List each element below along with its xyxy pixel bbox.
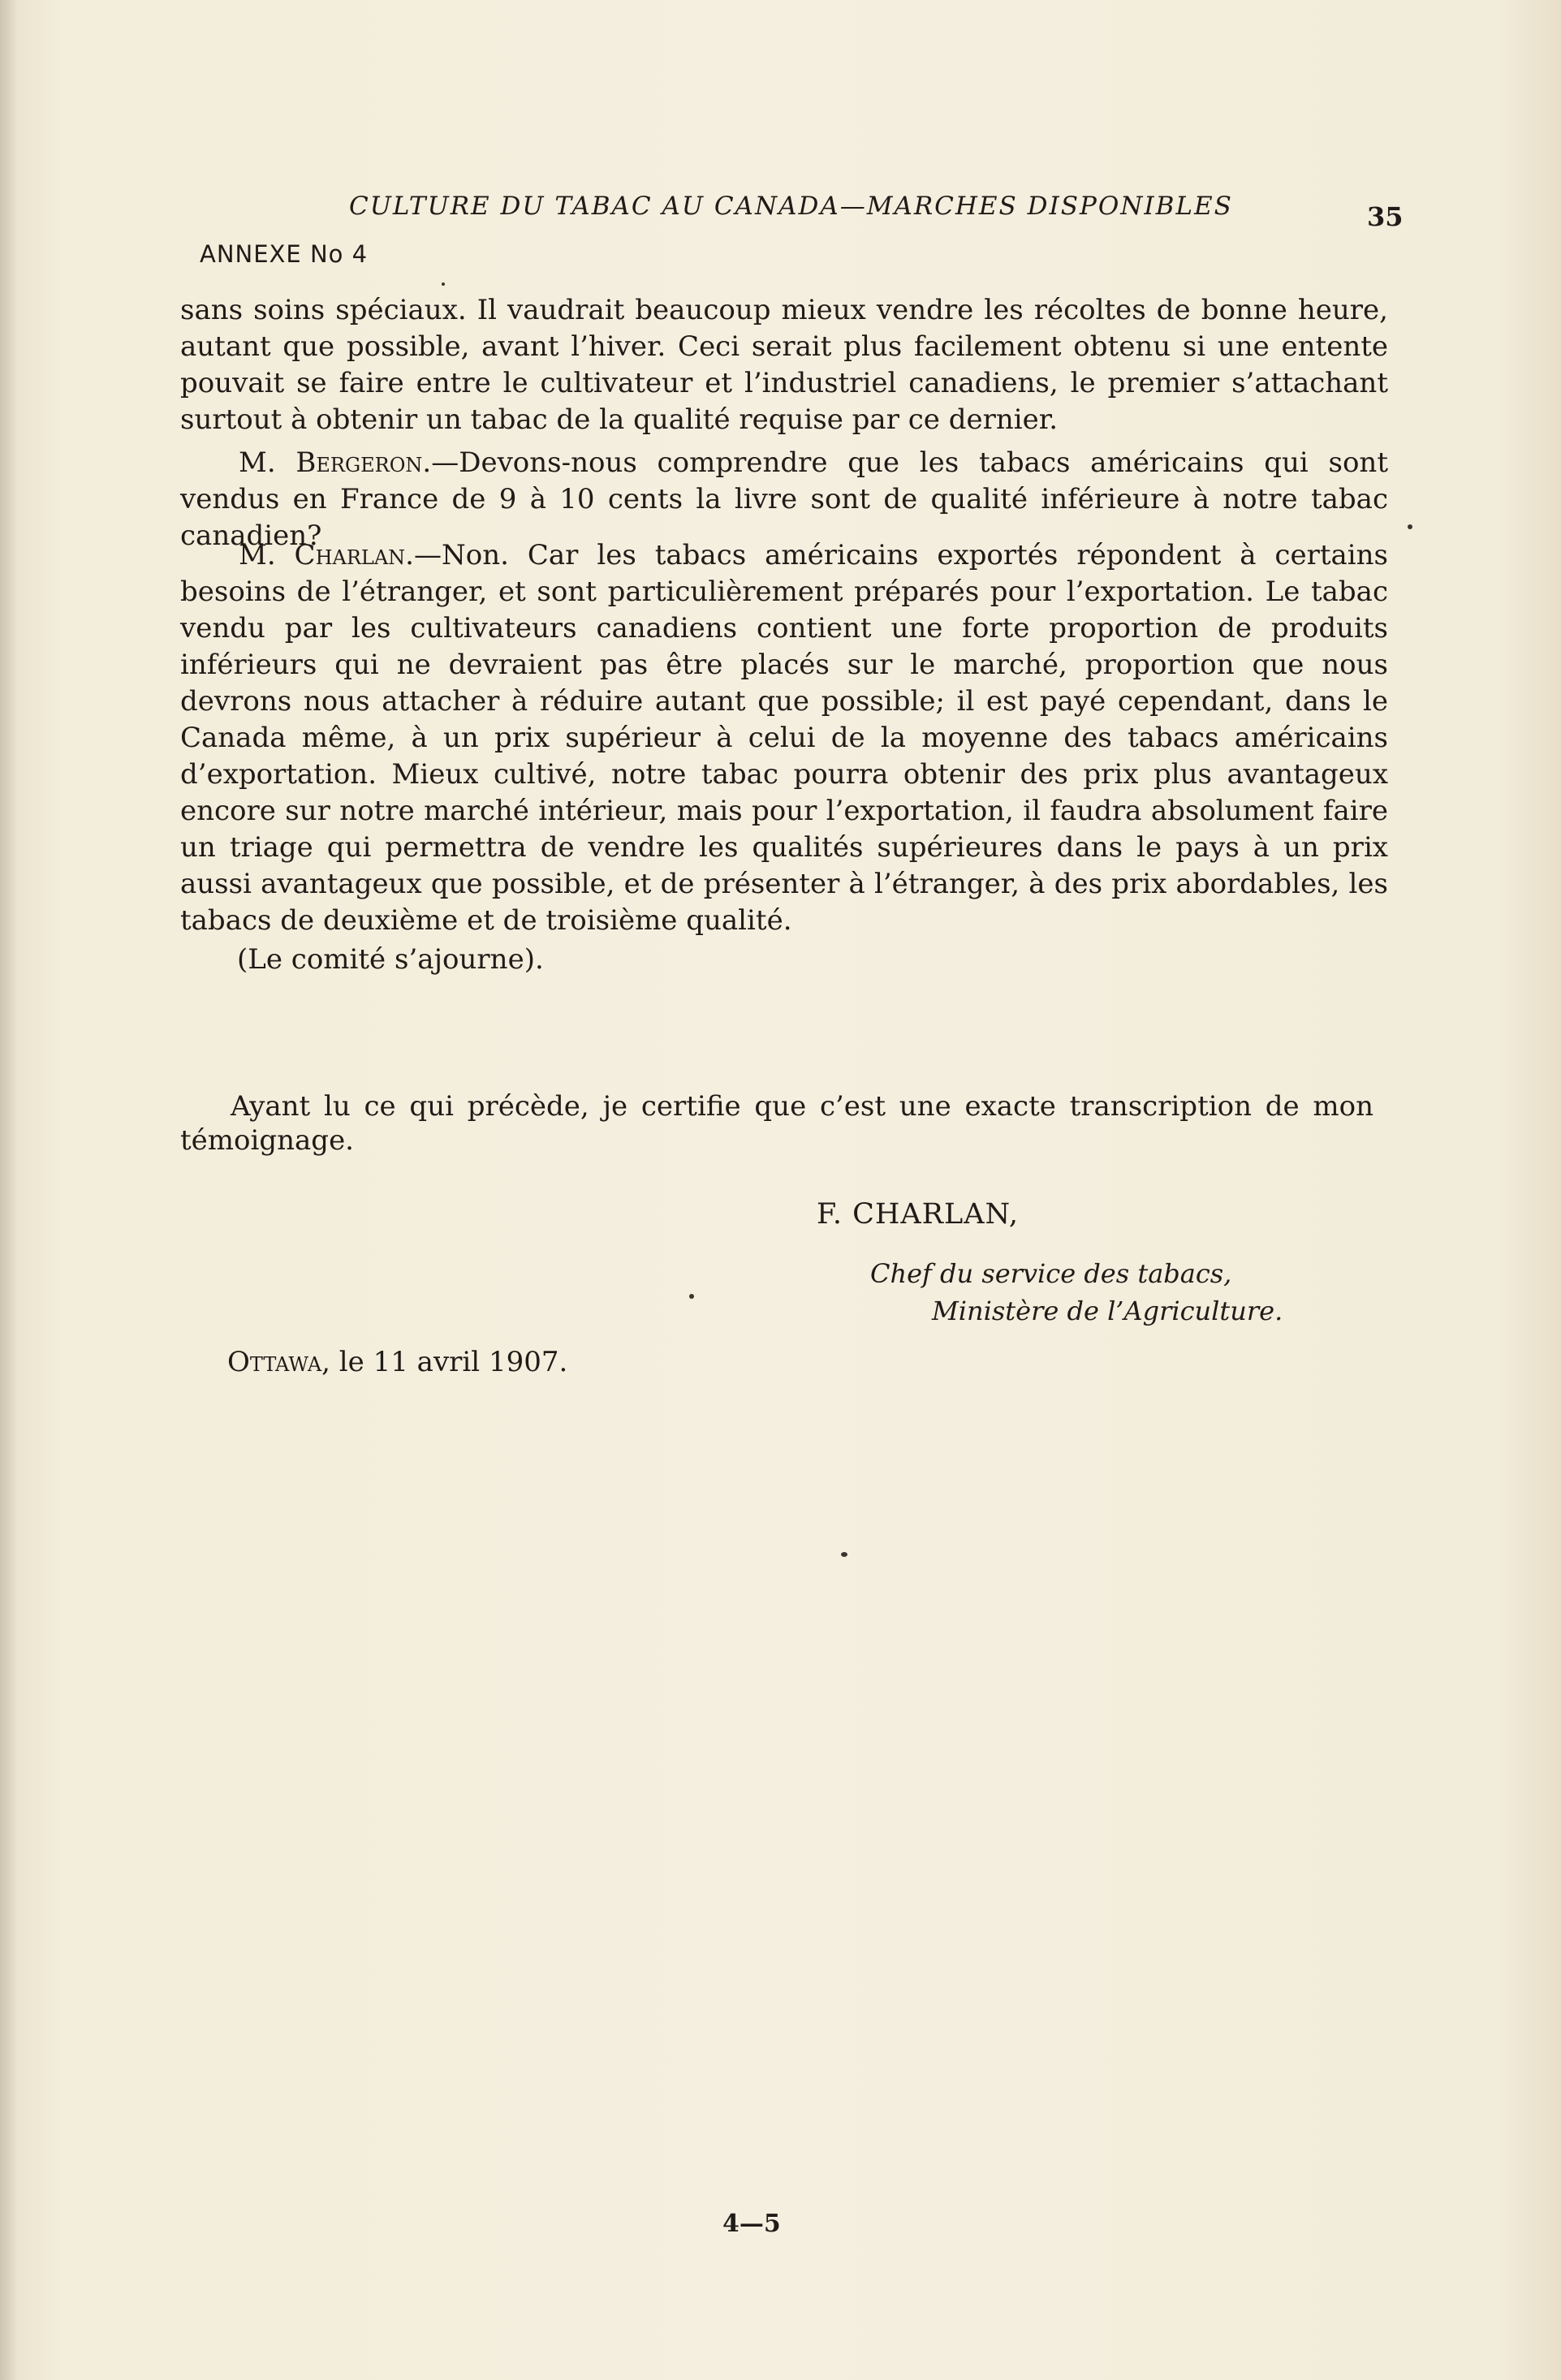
speaker-question: —Devons-nous comprendre que les tabacs américains qui sont vendus en France de 9 à 10 cents la livre sont de qualité inférieure à notre tabac canadien? <box>180 446 1388 552</box>
speaker-name: M. Bergeron. <box>239 446 432 479</box>
date: le 11 avril 1907. <box>330 1346 568 1378</box>
running-title: CULTURE DU TABAC AU CANADA—MARCHES DISPONIBLES <box>349 192 1233 221</box>
ink-speck <box>1408 524 1412 529</box>
annex-label: ANNEXE No 4 <box>200 240 369 268</box>
ink-speck <box>442 282 445 286</box>
speaker-answer: —Non. Car les tabacs américains exportés répondent à certains besoins de l’étranger, et sont particulièrement préparés pour l’exportation. Le tabac vendu par les cultivateurs canadiens contient une forte proportion de produits inférieurs qui ne devraient pas être placés sur le marché, proportion que nous devrons nous attacher à réduire autant que possible; il est payé cependant, dans le Canada même, à un prix supérieur à celui de la moyenne des tabacs américains d’exportation. Mieux cultivé, notre tabac pourra obtenir des prix plus avantageux encore sur notre marché intérieur, mais pour l’exportation, il faudra absolument faire un triage qui permettra de vendre les qualités supérieures dans le pays à un prix aussi avantageux que possible, et de présenter à l’étranger, à des prix abordables, les tabacs de deuxième et de troisième qualité. <box>180 539 1388 937</box>
signatory-title: Chef du service des tabacs, <box>870 1258 1232 1289</box>
adjournment-note: (Le comité s’ajourne). <box>237 943 544 976</box>
signatory-name: F. CHARLAN, <box>817 1198 1020 1231</box>
printer-signature-mark: 4—5 <box>722 2210 781 2238</box>
ink-speck <box>841 1552 847 1557</box>
ink-speck <box>689 1294 694 1299</box>
speaker-name: M. Charlan. <box>239 539 414 571</box>
place: Ottawa, <box>227 1346 330 1378</box>
paragraph-charlan <box>180 537 1388 939</box>
place-date <box>227 1346 567 1378</box>
page-edge-shadow <box>0 0 18 2380</box>
paragraph-continued: sans soins spéciaux. Il vaudrait beaucoup mieux vendre les récoltes de bonne heure, autant que possible, avant l’hiver. Ceci serait plus facilement obtenu si une entente pouvait se faire entre le cultivateur et l’industriel canadiens, le premier s’attachant surtout à obtenir un tabac de la qualité requise par ce dernier. <box>180 294 1388 436</box>
signatory-department: Ministère de l’Agriculture. <box>932 1296 1283 1326</box>
certification-statement: Ayant lu ce qui précède, je certifie que c’est une exacte transcription de mon témoignage. <box>180 1090 1373 1157</box>
page-number: 35 <box>1367 201 1404 232</box>
